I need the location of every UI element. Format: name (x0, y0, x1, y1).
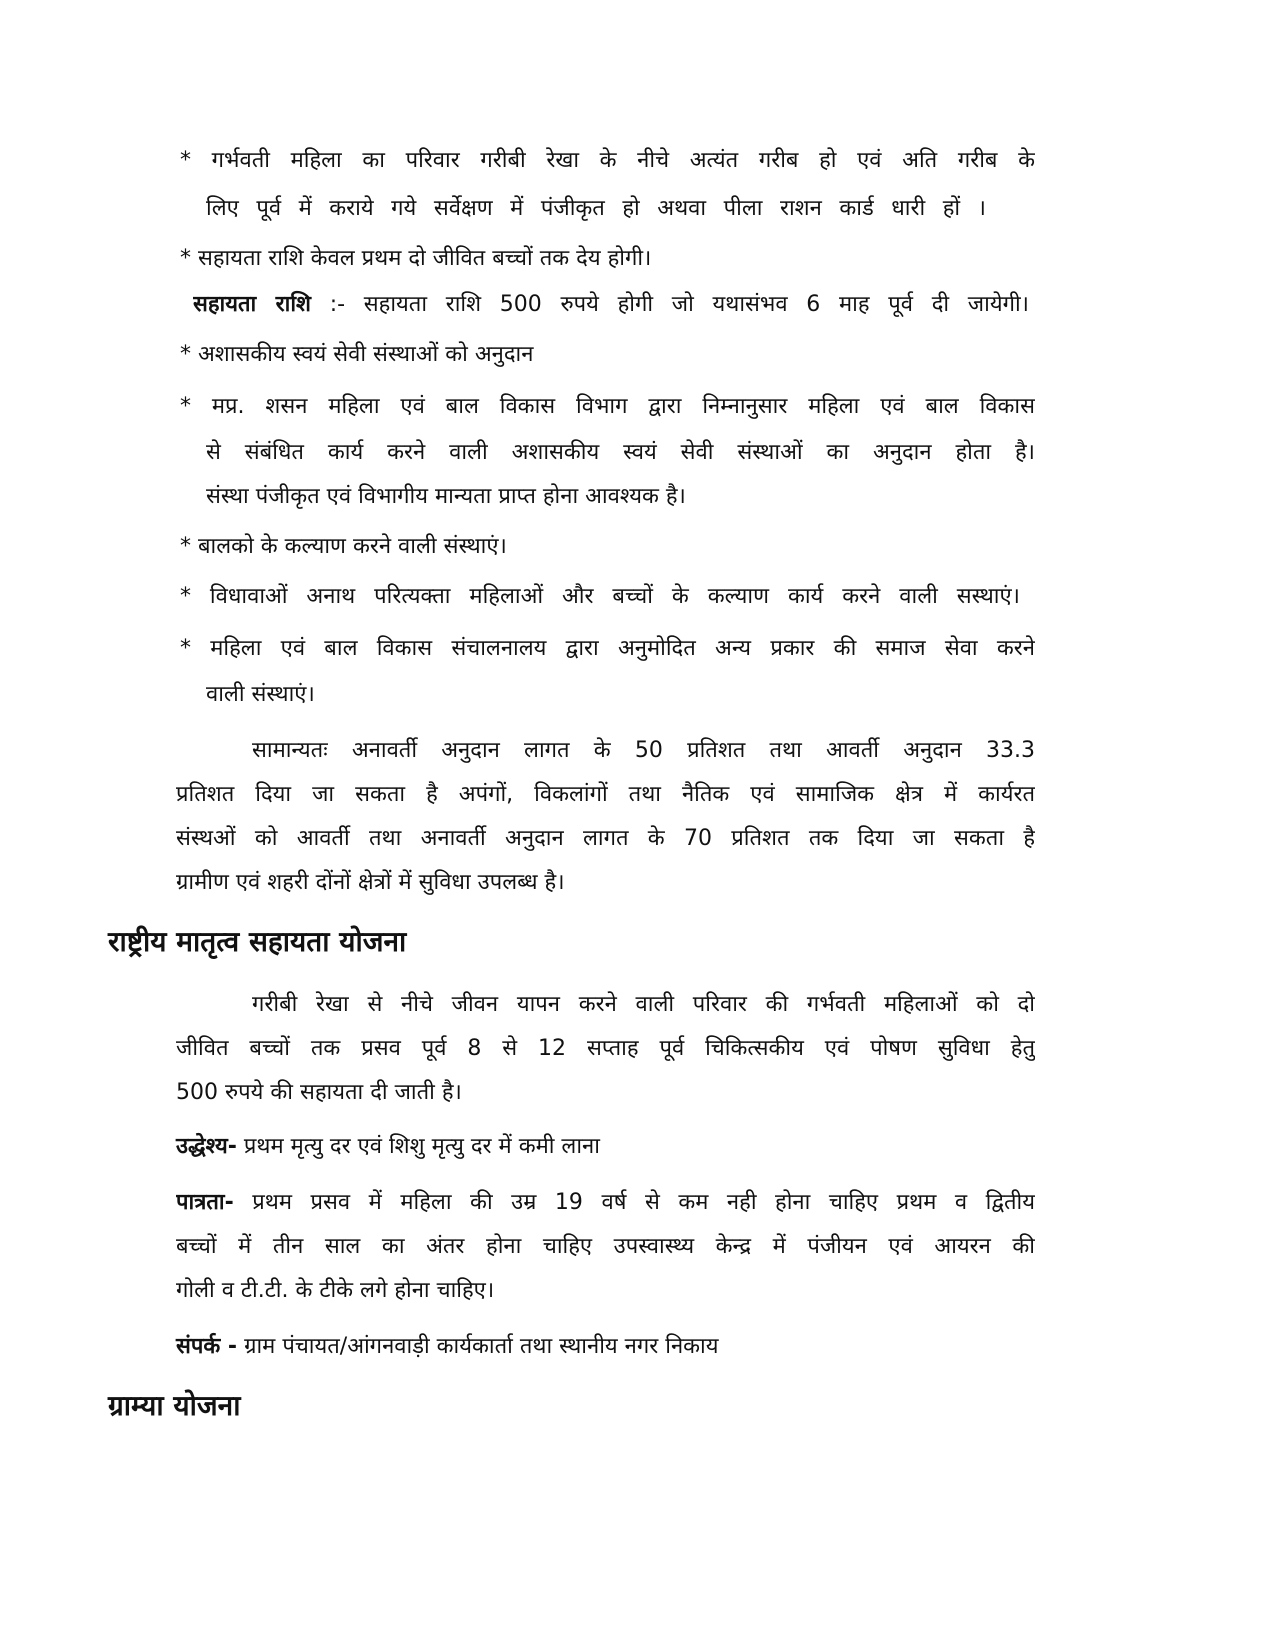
objective-row (176, 1132, 600, 1162)
bullet-two-children: * सहायता राशि केवल प्रथम दो जीवित बच्चों तक देय होगी। (180, 246, 652, 271)
section-heading-maternity-scheme: राष्ट्रीय मातृत्व सहायता योजना (108, 925, 407, 958)
eligibility-text-line1: प्रथम प्रसव में महिला की उम्र 19 वर्ष से कम नही होना चाहिए प्रथम व द्वितीय (252, 1190, 1035, 1215)
bullet-mp-govt-line1: * मप्र. शसन महिला एवं बाल विकास विभाग द्वारा निम्नानुसार महिला एवं बाल विकास (180, 394, 1035, 419)
bullet-ngo-grant: * अशासकीय स्वयं सेवी संस्थाओं को अनुदान (180, 342, 534, 367)
section-heading-gramya-scheme: ग्राम्या योजना (108, 1389, 241, 1422)
bullet-other-social-line1: * महिला एवं बाल विकास संचालनालय द्वारा अनुमोदित अन्य प्रकार की समाज सेवा करने (180, 636, 1035, 661)
eligibility-label: पात्रता- (176, 1190, 234, 1215)
grant-paragraph-line1: सामान्यतः अनावर्ती अनुदान लागत के 50 प्रतिशत तथा आवर्ती अनुदान 33.3 (252, 738, 1035, 763)
eligibility-line1 (176, 1188, 1035, 1218)
eligibility-line2: बच्चों में तीन साल का अंतर होना चाहिए उपस्वास्थ्य केन्द्र में पंजीयन एवं आयरन की (176, 1234, 1035, 1259)
contact-label: संपर्क - (176, 1334, 238, 1359)
contact-text: ग्राम पंचायत/आंगनवाड़ी कार्यकार्ता तथा स्थानीय नगर निकाय (244, 1334, 719, 1359)
contact-row (176, 1332, 719, 1362)
bullet-other-social-line2: वाली संस्थाएं। (206, 682, 315, 707)
bullet-bpl-family-line1: * गर्भवती महिला का परिवार गरीबी रेखा के नीचे अत्यंत गरीब हो एवं अति गरीब के (180, 148, 1035, 173)
bullet-bpl-family-line2: लिए पूर्व में कराये गये सर्वेक्षण में पंजीकृत हो अथवा पीला राशन कार्ड धारी हों । (206, 196, 986, 221)
maternity-paragraph-line2: जीवित बच्चों तक प्रसव पूर्व 8 से 12 सप्ताह पूर्व चिकित्सकीय एवं पोषण सुविधा हेतु (176, 1036, 1035, 1061)
maternity-paragraph-line1: गरीबी रेखा से नीचे जीवन यापन करने वाली परिवार की गर्भवती महिलाओं को दो (252, 992, 1035, 1017)
bullet-mp-govt-line2: से संबंधित कार्य करने वाली अशासकीय स्वयं सेवी संस्थाओं का अनुदान होता है। (206, 440, 1035, 465)
maternity-paragraph-line3: 500 रुपये की सहायता दी जाती है। (176, 1080, 462, 1105)
assistance-amount-text: :- सहायता राशि 500 रुपये होगी जो यथासंभव 6 माह पूर्व दी जायेगी। (329, 292, 1029, 317)
grant-paragraph-line4: ग्रामीण एवं शहरी दोंनों क्षेत्रों में सुविधा उपलब्ध है। (176, 870, 565, 895)
assistance-amount-label: सहायता राशि (193, 292, 311, 317)
grant-paragraph-line3: संस्थओं को आवर्ती तथा अनावर्ती अनुदान लागत के 70 प्रतिशत तक दिया जा सकता है (176, 826, 1035, 851)
objective-label: उद्धेश्य- (176, 1134, 237, 1159)
eligibility-line3: गोली व टी.टी. के टीके लगे होना चाहिए। (176, 1278, 495, 1303)
assistance-amount (193, 290, 1029, 320)
grant-paragraph-line2: प्रतिशत दिया जा सकता है अपंगों, विकलांगों तथा नैतिक एवं सामाजिक क्षेत्र में कार्यरत (176, 782, 1035, 807)
bullet-mp-govt-line3: संस्था पंजीकृत एवं विभागीय मान्यता प्राप्त होना आवश्यक है। (206, 484, 686, 509)
bullet-child-welfare: * बालको के कल्याण करने वाली संस्थाएं। (180, 534, 507, 559)
objective-text: प्रथम मृत्यु दर एवं शिशु मृत्यु दर में कमी लाना (243, 1134, 600, 1159)
bullet-widows-orphans: * विधावाओं अनाथ परित्यक्ता महिलाओं और बच्चों के कल्याण कार्य करने वाली सस्थाएं। (180, 584, 1020, 609)
